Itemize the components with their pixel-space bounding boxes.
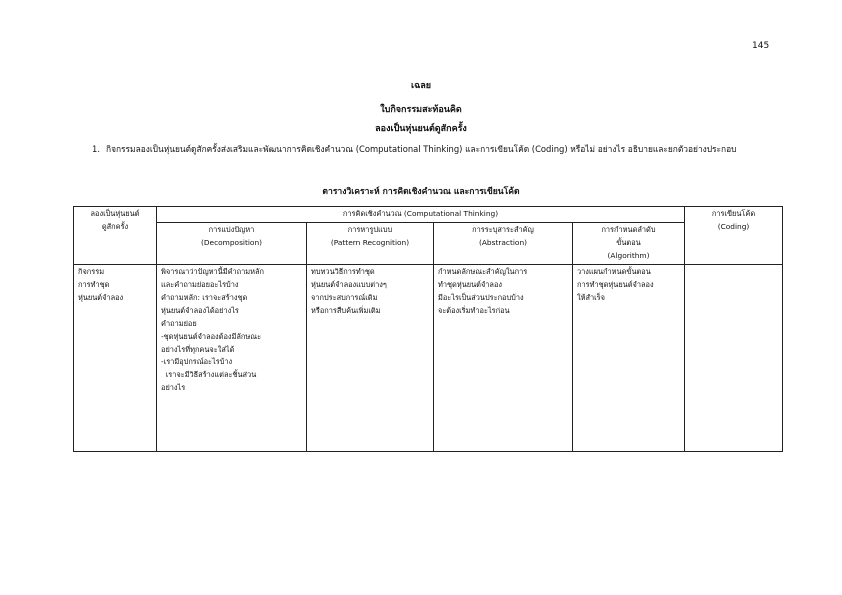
cell-activity <box>74 264 157 451</box>
subheader-line: ขั้นตอน <box>616 237 641 247</box>
cell-line: และคำถามย่อยอะไรบ้าง <box>161 279 239 289</box>
cell-line: เราจะมีวิธีสร้างแต่ละชิ้นส่วน <box>161 370 257 380</box>
cell-line: คำถามหลัก: เราจะสร้างชุด <box>161 292 248 302</box>
cell-line: จะต้องเริ่มทำอะไรก่อน <box>438 305 510 315</box>
table-header-row <box>74 207 783 223</box>
cell-line: ให้สำเร็จ <box>577 292 605 302</box>
subheader-line: (Decomposition) <box>200 237 263 247</box>
header-activity-line: ลองเป็นหุ่นยนต์ <box>90 209 140 218</box>
cell-line: กำหนดลักษณะสำคัญในการ <box>438 266 528 276</box>
header-computational-thinking: การคิดเชิงคำนวณ (Computational Thinking) <box>157 207 685 223</box>
page-title: ใบกิจกรรมสะท้อนคิด <box>380 105 462 115</box>
subheader-algorithm <box>573 222 685 264</box>
cell-line: หุ่นยนต์จำลอง <box>78 292 124 302</box>
subheader-line: การแบ่งปัญหา <box>208 224 255 234</box>
cell-line: อย่างไรที่ทุกคนจะใส่ได้ <box>161 344 235 354</box>
cell-line: จากประสบการณ์เดิม <box>311 292 378 302</box>
question-1 <box>92 143 772 156</box>
cell-line: อย่างไร <box>161 383 186 393</box>
cell-coding <box>685 264 783 451</box>
cell-line: กิจกรรม <box>78 266 105 276</box>
cell-line: คำถามย่อย <box>161 318 197 328</box>
cell-line: มีอะไรเป็นส่วนประกอบบ้าง <box>438 292 524 302</box>
cell-line: หุ่นยนต์จำลองได้อย่างไร <box>161 305 239 315</box>
analysis-table <box>73 206 783 452</box>
header-coding-line: (Coding) <box>717 221 750 231</box>
subheader-pattern-recognition <box>307 222 434 264</box>
header-coding-cell <box>685 207 783 265</box>
subheader-abstraction <box>434 222 573 264</box>
table-subheader-row <box>74 222 783 264</box>
cell-line: การทำชุด <box>78 279 110 289</box>
cell-pattern-recognition <box>307 264 434 451</box>
subheader-line: การกำหนดลำดับ <box>601 224 656 234</box>
subheader-line: การระบุสาระสำคัญ <box>472 224 534 234</box>
cell-line: -เรามีอุปกรณ์อะไรบ้าง <box>161 357 233 367</box>
page-number: 145 <box>752 41 770 51</box>
subheader-line: การหารูปแบบ <box>347 224 393 234</box>
question-text: กิจกรรมลองเป็นหุ่นยนต์ดูสักครั้งส่งเสริมและพัฒนาการคิดเชิงคำนวณ (Computational Thinking) และการเขียนโค้ด (Coding) หรือไม่ อย่างไร อธิบายและยกตัวอย่างประกอบ <box>106 144 737 154</box>
cell-line: การทำชุดหุ่นยนต์จำลอง <box>577 279 654 289</box>
header-coding-line: การเขียนโค้ด <box>711 209 756 218</box>
question-number: 1. <box>92 144 100 154</box>
page-subtitle: ลองเป็นหุ่นยนต์ดูสักครั้ง <box>375 124 467 134</box>
cell-line: ทบทวนวิธีการทำชุด <box>311 266 375 276</box>
cell-algorithm <box>573 264 685 451</box>
cell-line: ทำชุดหุ่นยนต์จำลอง <box>438 279 503 289</box>
cell-line: หุ่นยนต์จำลองแบบต่างๆ <box>311 279 387 289</box>
cell-line: -ชุดหุ่นยนต์จำลองต้องมีลักษณะ <box>161 331 262 341</box>
table-row <box>74 264 783 451</box>
cell-line: หรือการสืบค้นเพิ่มเติม <box>311 305 381 315</box>
cell-abstraction <box>434 264 573 451</box>
header-activity-line: ดูสักครั้ง <box>101 221 129 231</box>
table-caption: ตารางวิเคราะห์ การคิดเชิงคำนวณ และการเขียนโค้ด <box>322 187 520 197</box>
subheader-line: (Pattern Recognition) <box>330 237 410 247</box>
subheader-line: (Abstraction) <box>478 237 528 247</box>
cell-line: วางแผนกำหนดขั้นตอน <box>577 266 651 276</box>
subheader-line: (Algorithm) <box>607 250 650 260</box>
answer-heading: เฉลย <box>411 81 431 91</box>
cell-decomposition <box>157 264 307 451</box>
header-activity-cell <box>74 207 157 265</box>
subheader-decomposition <box>157 222 307 264</box>
cell-line: พิจารณาว่าปัญหานี้มีคำถามหลัก <box>161 266 265 276</box>
